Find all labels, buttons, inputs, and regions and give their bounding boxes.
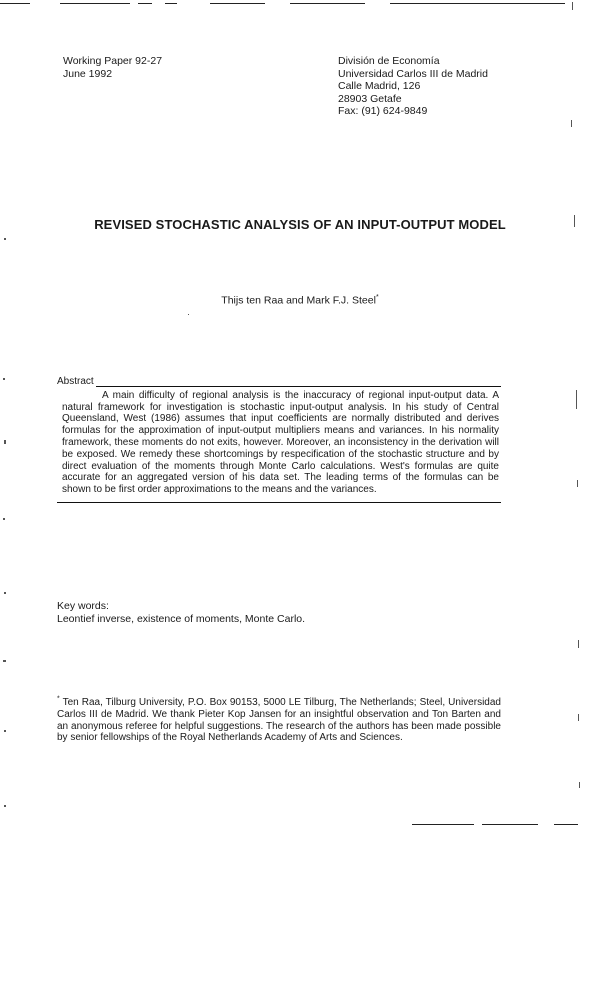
abstract-label: Abstract xyxy=(57,376,94,387)
footnote-text: Ten Raa, Tilburg University, P.O. Box 90153, 5000 LE Tilburg, The Netherlands; Steel, Universidad Carlos III de Madrid. We thank Pieter Kop Jansen for an insightful observation and Ton Barten and an anonymous referee for helpful suggestions. The research of the authors has been made possible by senior fellowships of the Royal Netherlands Academy of Arts and Sciences. xyxy=(57,697,501,744)
keywords-text: Leontief inverse, existence of moments, Monte Carlo. xyxy=(57,612,306,625)
abstract-text: A main difficulty of regional analysis is the inaccuracy of regional input-output data. A natural framework for investigation is stochastic input-output analysis. In his study of Central Queensland, West (1986) assumes that input coefficients are normally distributed and derives formulas for the approximation of input-output multipliers means and variances. In his normality framework, these moments do not exits, however. Moreover, an inconsistency in the derivation will be exposed. We remedy these shortcomings by respecification of the stochastic structure and by direct evaluation of the moments through Monte Carlo calculations. West's formulas are quite accurate for an aggregated version of his data set. The leading terms of the formulas can be shown to be first order approximations to the means and the variances. xyxy=(62,389,499,496)
postal-city: 28903 Getafe xyxy=(338,92,402,105)
paper-date: June 1992 xyxy=(63,67,113,80)
footnote xyxy=(57,697,501,744)
department: División de Economía xyxy=(338,55,440,67)
header-left xyxy=(63,55,162,80)
footnote-mark: * xyxy=(57,695,60,703)
street-address: Calle Madrid, 126 xyxy=(338,80,421,92)
author-names: Thijs ten Raa and Mark F.J. Steel xyxy=(221,294,376,307)
working-paper-number: Working Paper 92-27 xyxy=(63,55,163,67)
authors xyxy=(0,294,600,307)
author-footnote-mark: * xyxy=(375,294,379,301)
header-right xyxy=(338,55,488,118)
abstract-bottom-rule xyxy=(57,502,501,503)
abstract xyxy=(57,376,501,503)
abstract-top-rule xyxy=(96,386,501,387)
paper-title: REVISED STOCHASTIC ANALYSIS OF AN INPUT-OUTPUT MODEL xyxy=(94,217,506,232)
fax-number: Fax: (91) 624-9849 xyxy=(338,105,428,117)
keywords-label: Key words: xyxy=(57,600,109,612)
university: Universidad Carlos III de Madrid xyxy=(338,67,488,80)
keywords xyxy=(57,600,305,625)
